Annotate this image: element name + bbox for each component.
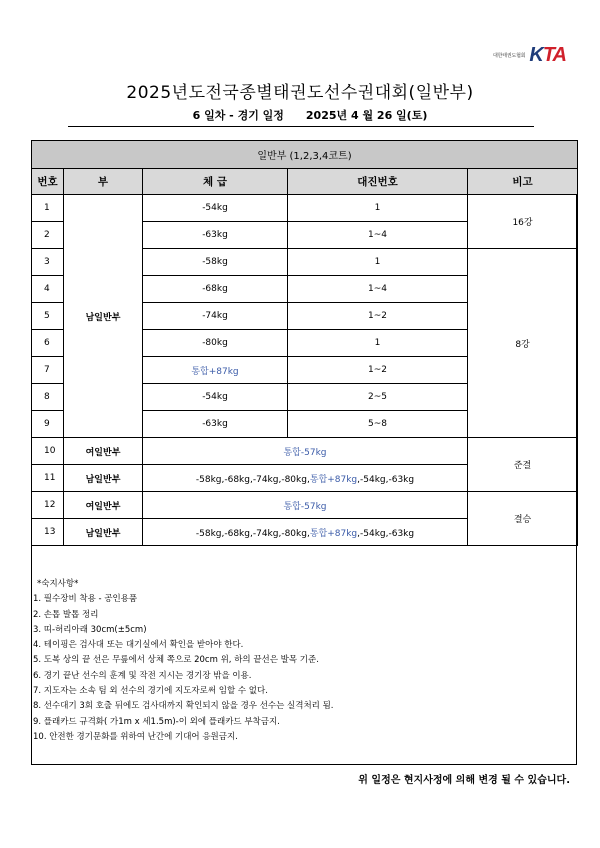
day-label: 6 일차 - 경기 일정 [192,109,284,122]
division-cell: 남일반부 [64,465,143,492]
logo-mark-k: K [529,44,543,66]
footer-notice: 위 일정은 현지사정에 의해 변경 될 수 있습니다. [358,775,570,786]
row-number: 4 [32,276,64,303]
weight-cell: -74kg [143,303,288,330]
bracket-cell: 1~4 [288,222,468,249]
table-main-header: 일반부 (1,2,3,4코트) [32,141,578,169]
row-number: 1 [32,195,64,222]
weights-part-b: 통합+87kg [309,474,358,485]
weight-cell: -63kg [143,411,288,438]
division-cell: 남일반부 [64,519,143,546]
row-number: 11 [32,465,64,492]
row-number: 3 [32,249,64,276]
weights-part-a: -58kg,-68kg,-74kg,-80kg, [195,474,310,485]
note-item: 6. 경기 끝난 선수의 훈계 및 작전 지시는 경기장 밖을 이용. [33,670,252,681]
note-item: 8. 선수대기 3회 호출 뒤에도 검사대까지 확인되지 않을 경우 선수는 실격처리 됨. [33,701,334,712]
bracket-cell: 1 [288,249,468,276]
weight-cell: -80kg [143,330,288,357]
remark-cell: 16강 [468,195,578,249]
table-row [32,492,578,519]
weight-cell: -58kg [143,249,288,276]
col-header-division: 부 [64,169,143,195]
division-cell: 여일반부 [64,438,143,465]
bracket-cell: 1 [288,195,468,222]
date-label: 2025년 4 월 26 일(토) [305,109,428,122]
col-header-number: 번호 [32,169,64,195]
combined-weight-cell: 통합-57kg [143,438,468,465]
combined-weight-cell [143,465,468,492]
remark-cell: 준결 [468,438,578,492]
col-header-weight: 체 급 [143,169,288,195]
table-row [32,438,578,465]
note-item: 9. 플래카드 규격화( 가1m x 세1.5m)-이 외에 플래카드 부착금지. [33,716,280,727]
row-number: 2 [32,222,64,249]
logo-mark-ta: TA [542,44,566,66]
row-number: 6 [32,330,64,357]
weights-part-b: 통합+87kg [309,528,358,539]
row-number: 8 [32,384,64,411]
division-cell: 여일반부 [64,492,143,519]
combined-weight-cell: 통합-57kg [143,492,468,519]
note-item: 2. 손톱 발톱 정리 [33,609,99,620]
bracket-cell: 1~4 [288,276,468,303]
bracket-cell: 2~5 [288,384,468,411]
division-cell: 남일반부 [64,195,143,438]
row-number: 9 [32,411,64,438]
table-row [32,195,578,222]
note-item: 7. 지도자는 소속 팀 외 선수의 경기에 지도자로써 임할 수 없다. [33,686,268,697]
logo-org-name: 대한태권도협회 [492,53,526,59]
row-number: 10 [32,438,64,465]
note-item: 10. 안전한 경기문화를 위하여 난간에 기대어 응원금지. [33,731,238,742]
kta-logo [493,44,566,67]
row-number: 13 [32,519,64,546]
weight-cell: -68kg [143,276,288,303]
note-item: 3. 띠-허리아래 30cm(±5cm) [33,624,147,635]
remark-cell: 8강 [468,249,578,438]
note-item: 5. 도복 상의 끝 선은 무릎에서 상체 쪽으로 20cm 위, 하의 끝선은 발목 기준. [33,655,319,666]
weights-part-c: ,-54kg,-63kg [357,528,415,539]
note-item: 1. 필수장비 착용 - 공인용품 [33,594,138,605]
logo-mark [529,44,566,67]
page-title: 2025년도전국종별태권도선수권대회(일반부) [126,83,474,103]
bracket-cell: 1 [288,330,468,357]
weights-part-a: -58kg,-68kg,-74kg,-80kg, [195,528,310,539]
row-number: 5 [32,303,64,330]
note-item: 4. 테이핑은 검사대 또는 대기실에서 확인을 받아야 한다. [33,640,244,651]
weight-cell: -54kg [143,195,288,222]
remark-cell: 결승 [468,492,578,546]
col-header-bracket: 대진번호 [288,169,468,195]
row-number: 7 [32,357,64,384]
notes-section [33,577,334,745]
weight-cell: -54kg [143,384,288,411]
row-number: 12 [32,492,64,519]
subtitle-underline [68,126,534,127]
notes-title: *숙지사항* [37,579,79,589]
bracket-cell: 5~8 [288,411,468,438]
weight-cell: 통합+87kg [143,357,288,384]
weights-part-c: ,-54kg,-63kg [357,474,415,485]
bracket-cell: 1~2 [288,357,468,384]
weight-cell: -63kg [143,222,288,249]
schedule-subtitle [130,107,490,123]
col-header-remarks: 비고 [468,169,578,195]
combined-weight-cell [143,519,468,546]
schedule-table [31,140,578,546]
bracket-cell: 1~2 [288,303,468,330]
